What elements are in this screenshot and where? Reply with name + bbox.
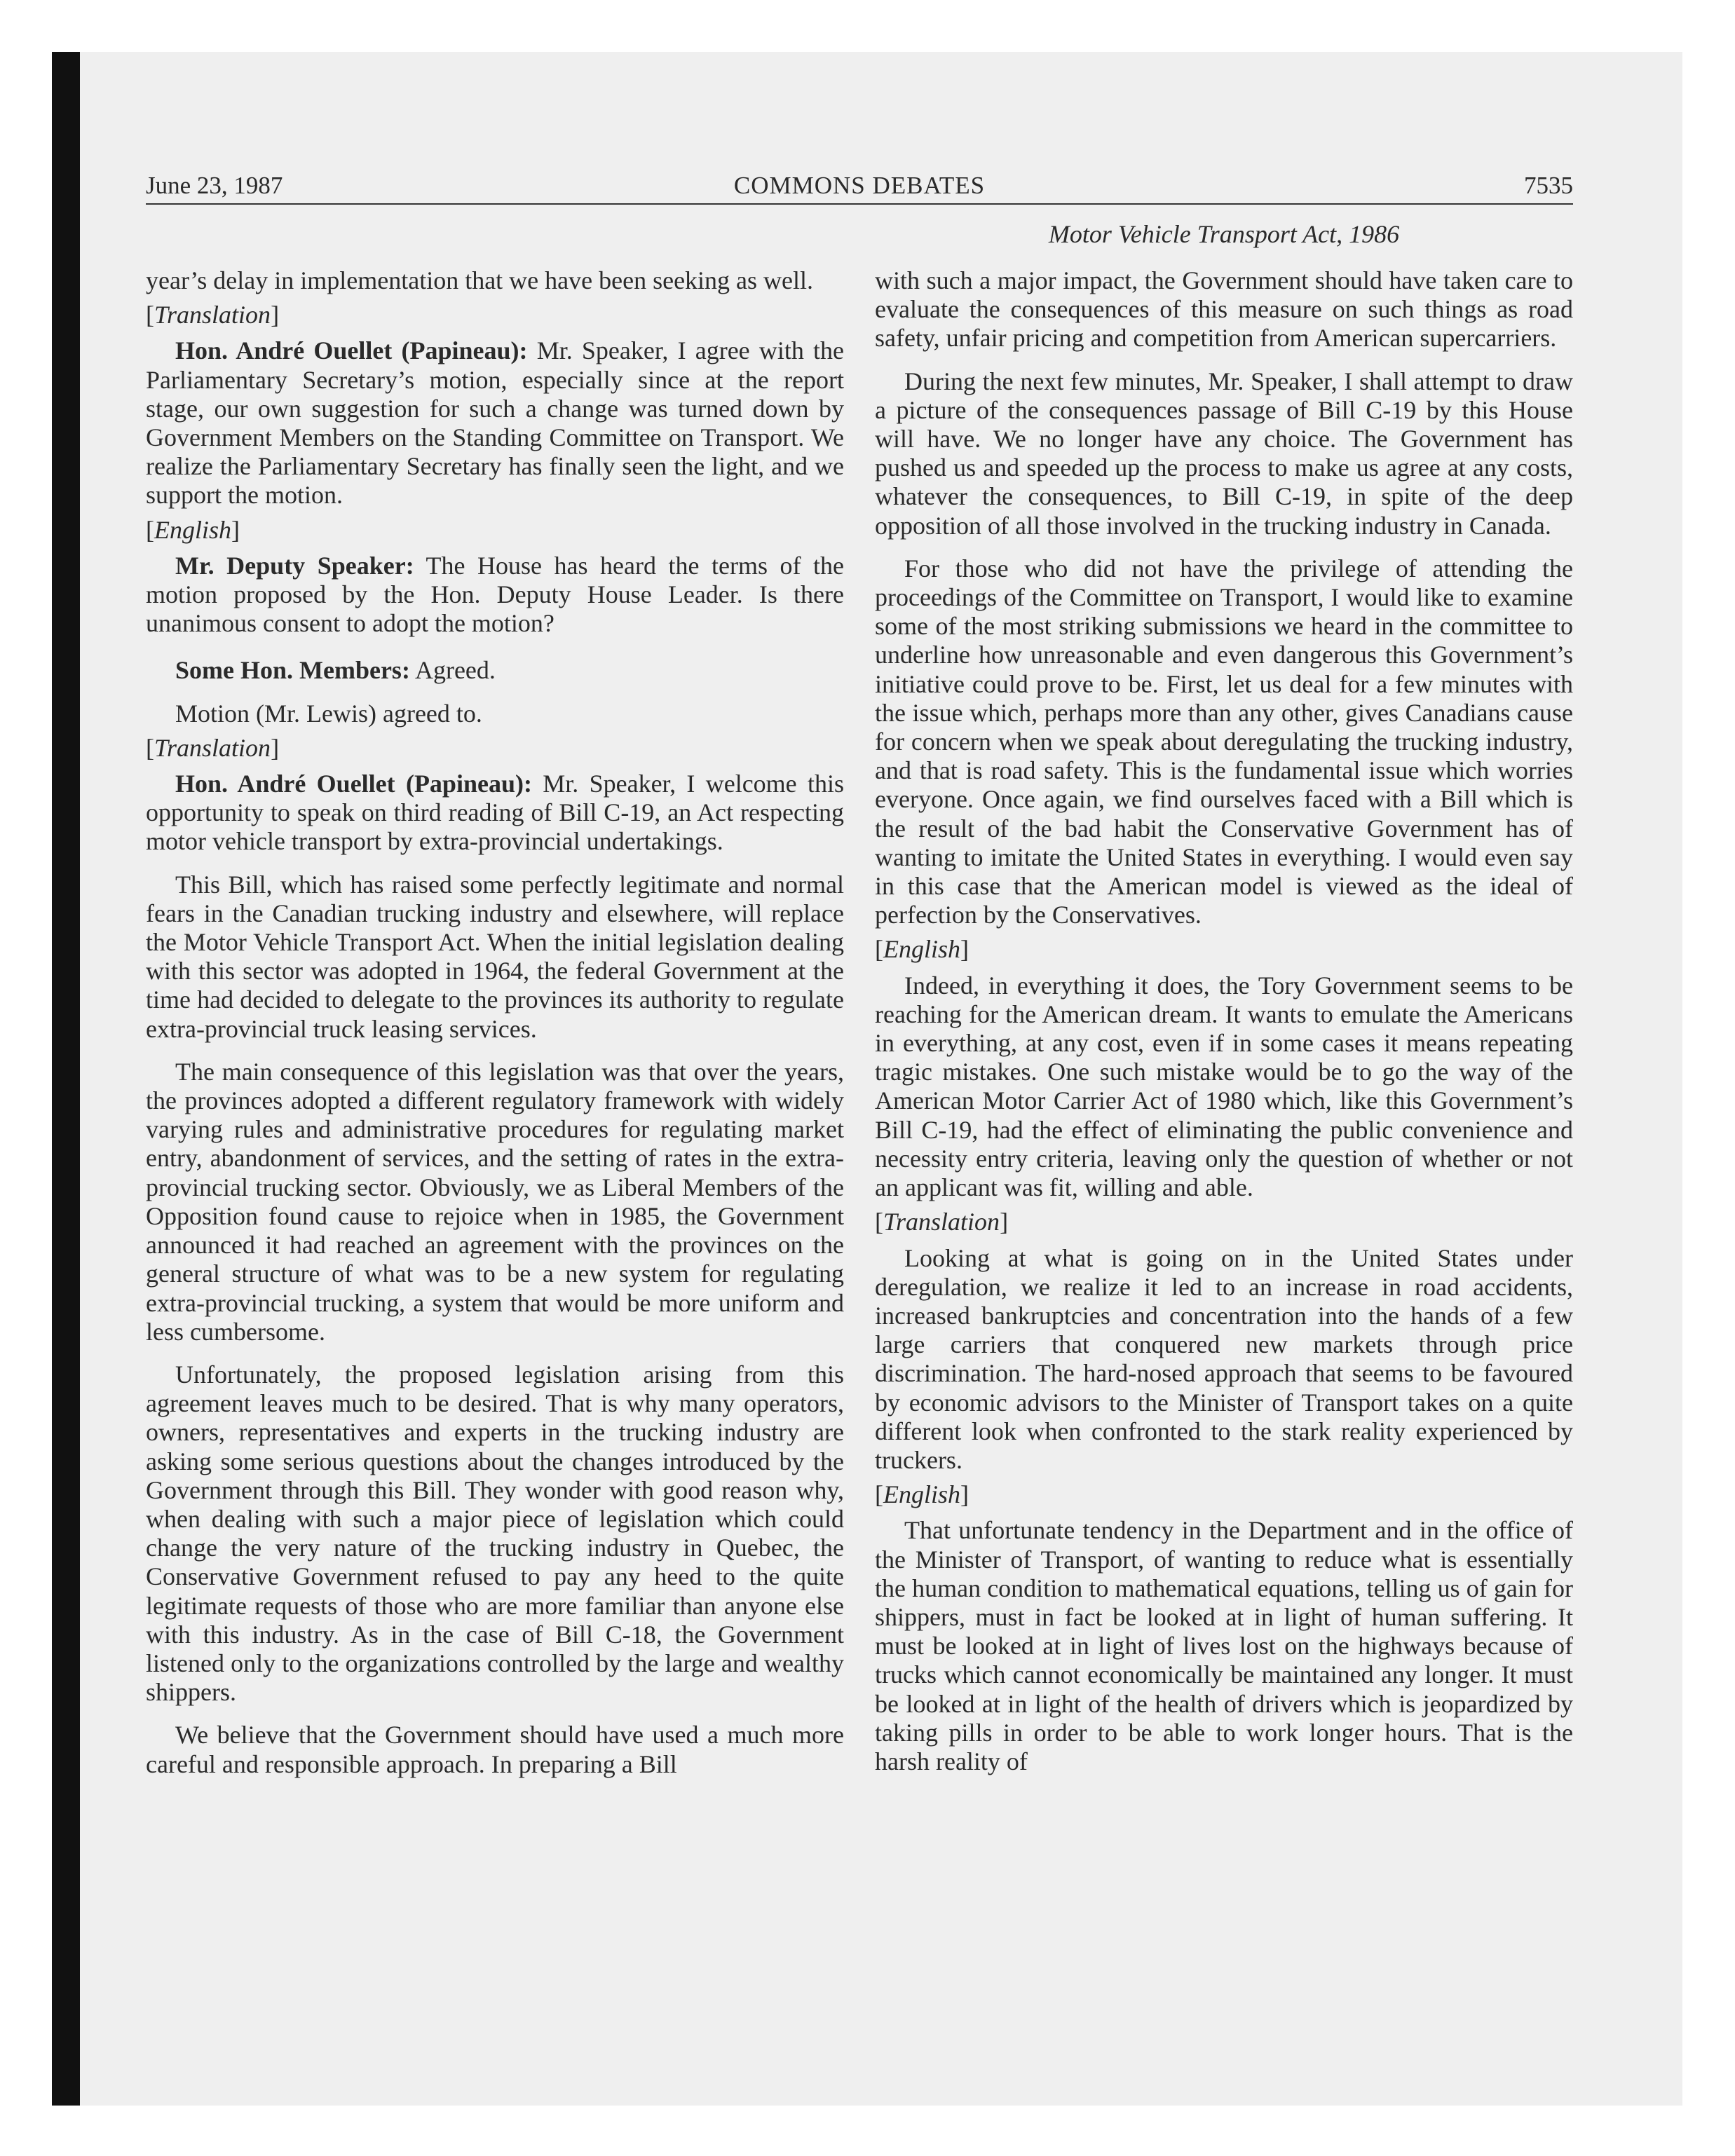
paragraph: For those who did not have the privilege of attending the proceedings of the Committee on Transport, I would like to examine some of the most striking submissions we heard in the committee to underline how unreasonable and even dangerous this Government’s initiative could prove to be. First, let us deal for a few minutes with the issue which, perhaps more than any other, gives Canadians cause for concern when we speak about deregulating the trucking industry, and that is road safety. This is the fundamental issue which worries everyone. Once again, we find ourselves faced with a Bill which is the result of the bad habit the Conservative Government has of wanting to imitate the United States in everything. I would even say in this case that the American model is viewed as the ideal of perfection by the Conservatives. bbox=[875, 554, 1573, 929]
paragraph: Unfortunately, the proposed legislation arising from this agreement leaves much to be desired. That is why many operators, owners, representatives and experts in the trucking industry are asking some serious questions about the changes introduced by the Government through this Bill. They wonder with good reason why, when dealing with such a major piece of legislation which could change the very nature of the trucking industry in Quebec, the Conservative Government refused to pay any heed to the quite legitimate requests of those who are more familiar than anyone else with this industry. As in the case of Bill C-18, the Government listened only to the organizations controlled by the large and wealthy shippers. bbox=[146, 1360, 844, 1707]
speech-text: Mr. Speaker, I welcome this opportunity to speak on third reading of Bill C-19, an Act respecting motor vehicle transport by extra-provincial undertakings. bbox=[146, 770, 844, 856]
speech-paragraph bbox=[146, 552, 844, 639]
paragraph: year’s delay in implementation that we have been seeking as well. bbox=[146, 266, 814, 294]
paragraph: We believe that the Government should have used a much more careful and responsible approach. In preparing a Bill bbox=[146, 1721, 844, 1778]
speech-text: Mr. Speaker, I agree with the Parliamentary Secretary’s motion, especially since at the report stage, our own suggestion for such a change was turned down by Government Members on the Standing Committee on Transport. We realize the Parliamentary Secretary has finally seen the light, and we support the motion. bbox=[146, 336, 844, 510]
speaker-name: Hon. André Ouellet (Papineau): bbox=[175, 770, 532, 798]
paragraph: During the next few minutes, Mr. Speaker, I shall attempt to draw a picture of the consequences passage of Bill C-19 by this House will have. We no longer have any choice. The Government has pushed us and speeded up the process to make us agree at any costs, whatever the consequences, to Bill C-19, in spite of the deep opposition of all those involved in the trucking industry in Canada. bbox=[875, 367, 1573, 540]
speech-paragraph bbox=[146, 770, 844, 857]
right-column bbox=[875, 266, 1573, 1776]
header-date: June 23, 1987 bbox=[146, 172, 283, 199]
header-rule bbox=[146, 203, 1573, 205]
speech-paragraph bbox=[146, 656, 844, 685]
paragraph: Looking at what is going on in the United States under deregulation, we realize it led to an increase in road accidents, increased bankruptcies and concentration into the hands of a few large carriers that conquered new markets through price discrimination. The hard-nosed approach that seems to be favoured by economic advisors to the Minister of Transport takes on a quite different look when confronted to the stark reality experienced by truckers. bbox=[875, 1243, 1573, 1474]
language-tag: [ Translation ] bbox=[146, 734, 844, 763]
speech-text: Agreed. bbox=[409, 656, 496, 685]
paragraph: with such a major impact, the Government should have taken care to evaluate the consequences of this measure on such things as road safety, unfair pricing and competition from American supercarriers. bbox=[875, 266, 1573, 353]
language-tag: [ Translation ] bbox=[146, 301, 844, 329]
header-page-number: 7535 bbox=[1524, 172, 1573, 199]
speaker-name: Some Hon. Members: bbox=[175, 656, 410, 685]
language-tag: [ Translation ] bbox=[875, 1208, 1573, 1236]
paragraph: That unfortunate tendency in the Department and in the office of the Minister of Transport, of wanting to reduce what is essentially the human condition to mathematical equations, telling us of gain for shippers, must in fact be looked at in light of human suffering. It must be looked at in light of lives lost on the highways because of trucks which cannot economically be maintained any longer. It must be looked at in light of the health of drivers which is jeopardized by taking pills in order to be able to work longer hours. That is the harsh reality of bbox=[875, 1516, 1573, 1775]
running-title: Motor Vehicle Transport Act, 1986 bbox=[1048, 220, 1400, 248]
language-tag: [ English ] bbox=[875, 1480, 1573, 1509]
speaker-name: Hon. André Ouellet (Papineau): bbox=[175, 336, 528, 365]
language-tag: [ English ] bbox=[875, 935, 1573, 964]
paragraph: This Bill, which has raised some perfectly legitimate and normal fears in the Canadian trucking industry and elsewhere, will replace the Motor Vehicle Transport Act. When the initial legislation dealing with this sector was adopted in 1964, the federal Government at the time had decided to delegate to the provinces its authority to regulate extra-provincial truck leasing services. bbox=[146, 870, 844, 1043]
paragraph: Motion (Mr. Lewis) agreed to. bbox=[175, 699, 482, 728]
page-header bbox=[146, 168, 1573, 203]
binding-edge bbox=[52, 52, 80, 2106]
speech-text: The House has heard the terms of the motion proposed by the Hon. Deputy House Leader. Is there unanimous consent to adopt the motion? bbox=[146, 551, 844, 638]
left-column bbox=[146, 266, 844, 1779]
language-tag: [ English ] bbox=[146, 516, 844, 545]
paragraph: The main consequence of this legislation was that over the years, the provinces adopted a different regulatory framework with widely varying rules and administrative procedures for regulating market entry, abandonment of services, and the setting of rates in the extra-provincial trucking sector. Obviously, we as Liberal Members of the Opposition found cause to rejoice when in 1985, the Government announced it had reached an agreement with the provinces on the general structure of what was to be a new system for regulating extra-provincial trucking, a system that would be more uniform and less cumbersome. bbox=[146, 1057, 844, 1346]
paragraph: Indeed, in everything it does, the Tory Government seems to be reaching for the American dream. It wants to emulate the Americans in everything, at any cost, even if in some cases it means repeating tragic mistakes. One such mistake would be to go the way of the American Motor Carrier Act of 1980 which, like this Government’s Bill C-19, had the effect of eliminating the public convenience and necessity entry criteria, leaving only the question of whether or not an applicant was fit, willing and able. bbox=[875, 971, 1573, 1202]
speaker-name: Mr. Deputy Speaker: bbox=[175, 551, 414, 580]
speech-paragraph bbox=[146, 336, 844, 510]
header-publication: COMMONS DEBATES bbox=[733, 172, 986, 199]
